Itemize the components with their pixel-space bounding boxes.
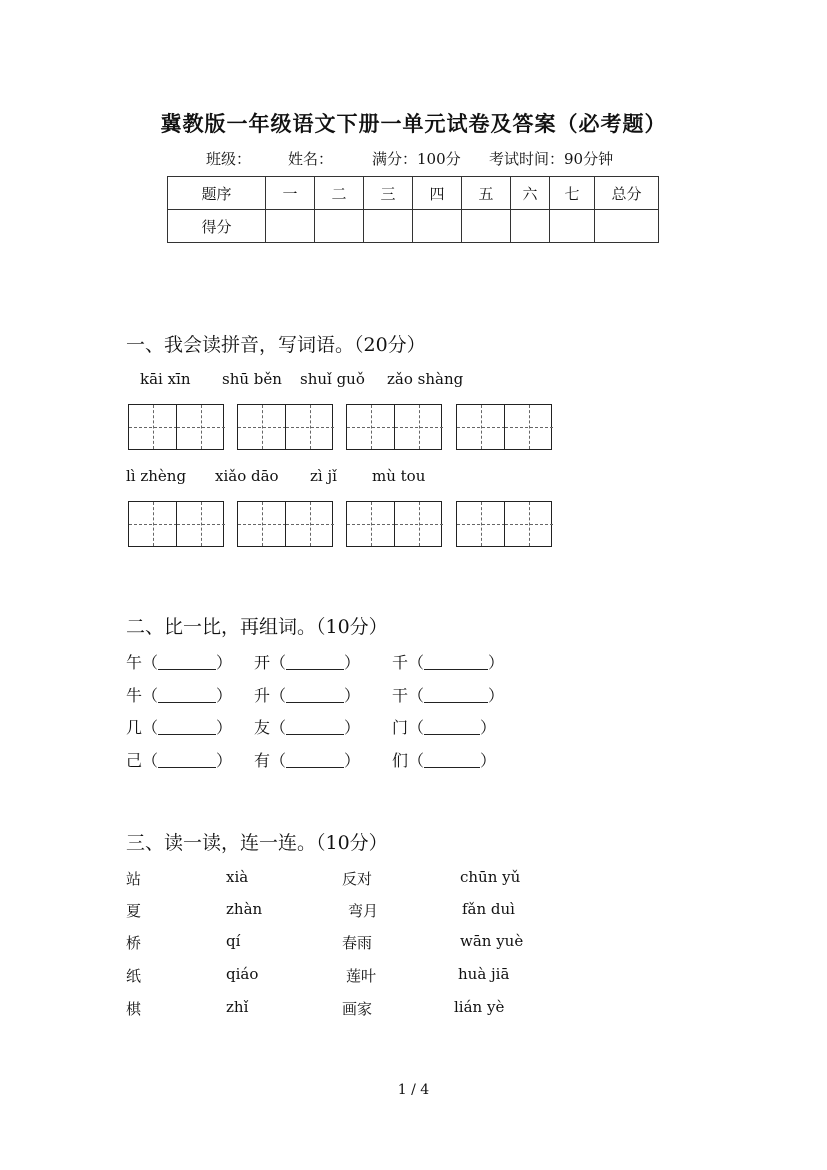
pinyin-prompt: kāi xīn [140,370,191,388]
match-word[interactable]: 春雨 [342,934,373,952]
score-input-cell[interactable] [364,210,413,243]
word-item: 牛（ ） [126,686,233,705]
answer-blank[interactable] [424,718,480,735]
match-character[interactable]: 站 [126,870,142,888]
section-2-heading: 二、比一比，再组词。（10分） [126,616,388,638]
pinyin-prompt: lì zhèng [126,467,187,485]
answer-blank[interactable] [158,686,216,703]
table-cell: 七 [550,177,595,210]
table-cell: 总分 [595,177,659,210]
pinyin-prompt: xiǎo dāo [215,467,279,485]
answer-blank[interactable] [424,686,488,703]
table-cell: 得分 [168,210,266,243]
word-item: 己（ ） [126,751,233,770]
page-number: 1 / 4 [397,1082,430,1098]
table-cell: 六 [511,177,550,210]
writing-grid[interactable] [456,501,552,547]
match-word[interactable]: 反对 [342,870,373,888]
section-1-heading: 一、我会读拼音，写词语。（20分） [126,334,426,356]
pinyin-prompt: zǎo shàng [387,370,464,388]
exam-time-label: 考试时间：90分钟 [489,150,614,168]
table-cell: 一 [266,177,315,210]
score-input-cell[interactable] [413,210,462,243]
score-input-cell[interactable] [266,210,315,243]
match-character[interactable]: 夏 [126,902,142,920]
table-cell: 题序 [168,177,266,210]
full-score-label: 满分：100分 [372,150,461,168]
match-word-pinyin[interactable]: wān yuè [460,932,524,950]
score-table-header-row [168,177,659,210]
answer-blank[interactable] [286,653,344,670]
table-cell: 二 [315,177,364,210]
word-item: 友（ ） [254,718,361,737]
section-3-heading: 三、读一读，连一连。（10分） [126,832,388,854]
word-item: 门（ ） [392,718,497,737]
writing-grid[interactable] [128,404,224,450]
score-input-cell[interactable] [315,210,364,243]
name-label: 姓名： [288,150,334,168]
match-pinyin[interactable]: xià [226,868,249,886]
answer-blank[interactable] [286,751,344,768]
writing-grid[interactable] [456,404,552,450]
answer-blank[interactable] [158,718,216,735]
writing-grid-row-2 [0,501,827,547]
word-item: 有（ ） [254,751,361,770]
pinyin-prompt: shū běn [222,370,282,388]
score-input-cell[interactable] [511,210,550,243]
writing-grid[interactable] [237,404,333,450]
answer-blank[interactable] [424,751,480,768]
word-item: 升（ ） [254,686,361,705]
match-character[interactable]: 纸 [126,967,142,985]
match-word[interactable]: 画家 [342,1000,373,1018]
match-word-pinyin[interactable]: huà jiā [458,965,510,983]
match-word-pinyin[interactable]: lián yè [454,998,505,1016]
match-character[interactable]: 棋 [126,1000,142,1018]
match-word[interactable]: 莲叶 [346,967,377,985]
answer-blank[interactable] [158,653,216,670]
match-character[interactable]: 桥 [126,934,142,952]
table-cell: 四 [413,177,462,210]
writing-grid[interactable] [346,404,442,450]
match-word-pinyin[interactable]: fǎn duì [462,900,515,918]
pinyin-prompt: mù tou [372,467,426,485]
match-pinyin[interactable]: qí [226,932,241,950]
match-word[interactable]: 弯月 [348,902,379,920]
writing-grid[interactable] [128,501,224,547]
answer-blank[interactable] [286,718,344,735]
word-item: 千（ ） [392,653,505,672]
match-pinyin[interactable]: zhàn [226,900,263,918]
word-item: 开（ ） [254,653,361,672]
writing-grid-row-1 [0,404,827,450]
writing-grid[interactable] [346,501,442,547]
pinyin-prompt: shuǐ guǒ [300,370,365,388]
table-cell: 三 [364,177,413,210]
match-pinyin[interactable]: qiáo [226,965,259,983]
word-item: 几（ ） [126,718,233,737]
table-cell: 五 [462,177,511,210]
page-title: 冀教版一年级语文下册一单元试卷及答案（必考题） [160,111,667,136]
score-input-cell[interactable] [550,210,595,243]
answer-blank[interactable] [158,751,216,768]
match-pinyin[interactable]: zhǐ [226,998,249,1016]
pinyin-prompt: zì jǐ [310,467,337,485]
score-input-cell[interactable] [462,210,511,243]
match-word-pinyin[interactable]: chūn yǔ [460,868,521,886]
score-table-score-row [168,210,659,243]
score-input-cell[interactable] [595,210,659,243]
score-table [167,176,659,243]
answer-blank[interactable] [424,653,488,670]
word-item: 午（ ） [126,653,233,672]
class-label: 班级： [206,150,252,168]
word-item: 干（ ） [392,686,505,705]
writing-grid[interactable] [237,501,333,547]
answer-blank[interactable] [286,686,344,703]
word-item: 们（ ） [392,751,497,770]
